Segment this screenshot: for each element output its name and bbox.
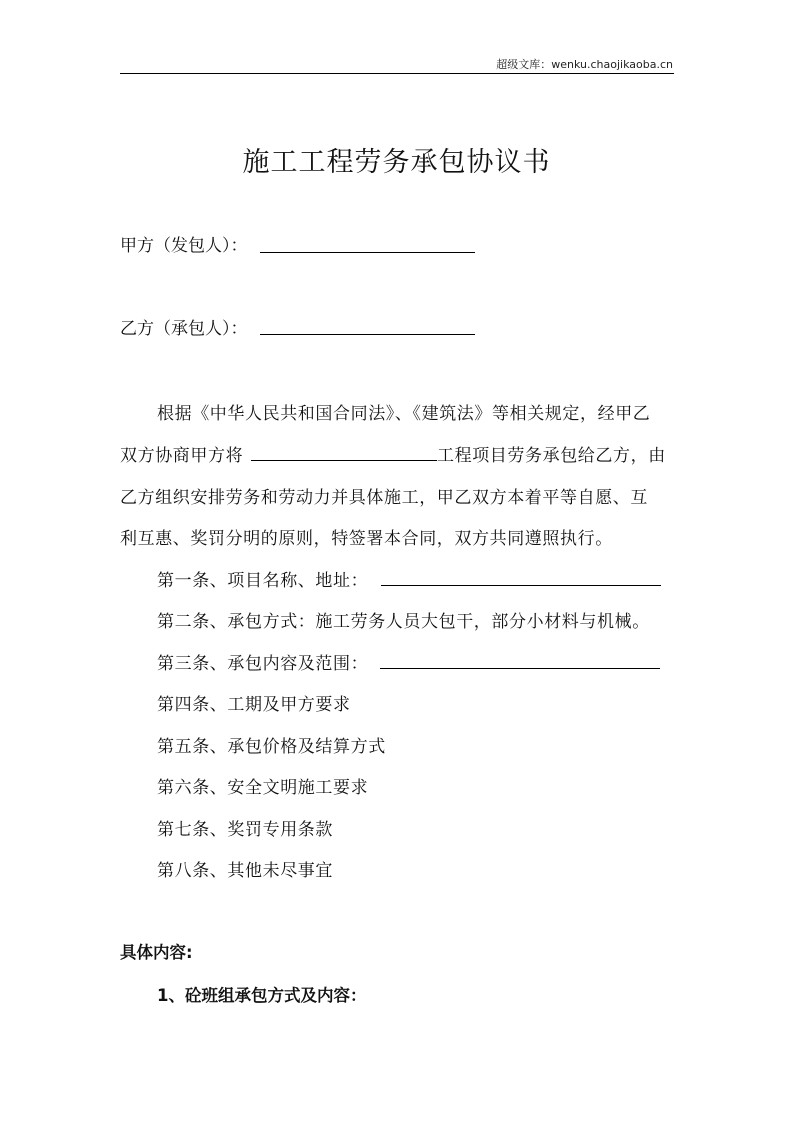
header-site-label: 超级文库：wenku.chaojikaoba.cn <box>496 58 673 71</box>
header-rule <box>120 73 674 74</box>
article-3: 第三条、承包内容及范围： <box>157 654 369 674</box>
article-4: 第四条、工期及甲方要求 <box>157 695 351 715</box>
article-2: 第二条、承包方式：施工劳务人员大包干，部分小材料与机械。 <box>157 612 650 632</box>
party-b-blank-field[interactable] <box>260 334 475 335</box>
article-1: 第一条、项目名称、地址： <box>157 571 369 591</box>
project-name-blank-field[interactable] <box>251 460 437 461</box>
intro-line-2-after: 工程项目劳务承包给乙方，由 <box>437 446 666 466</box>
party-a-blank-field[interactable] <box>260 252 475 253</box>
article-7: 第七条、奖罚专用条款 <box>157 820 333 840</box>
intro-line-1: 根据《中华人民共和国合同法》、《建筑法》等相关规定，经甲乙 <box>157 404 651 424</box>
section-1-heading: 1、砼班组承包方式及内容： <box>157 986 367 1005</box>
article-5: 第五条、承包价格及结算方式 <box>157 737 386 757</box>
article-1-blank-field[interactable] <box>381 585 661 586</box>
document-title: 施工工程劳务承包协议书 <box>242 147 551 178</box>
article-8: 第八条、其他未尽事宜 <box>157 861 333 881</box>
intro-line-3: 乙方组织安排劳务和劳动力并具体施工，甲乙双方本着平等自愿、互 <box>120 488 648 508</box>
party-b-label: 乙方（承包人）： <box>120 319 248 339</box>
intro-line-4: 利互惠、奖罚分明的原则，特签署本合同，双方共同遵照执行。 <box>120 529 613 549</box>
party-a-label: 甲方（发包人）： <box>120 236 248 256</box>
intro-line-2-before: 双方协商甲方将 <box>120 446 244 466</box>
details-heading: 具体内容: <box>120 943 193 962</box>
article-3-blank-field[interactable] <box>380 668 660 669</box>
article-6: 第六条、安全文明施工要求 <box>157 778 369 798</box>
